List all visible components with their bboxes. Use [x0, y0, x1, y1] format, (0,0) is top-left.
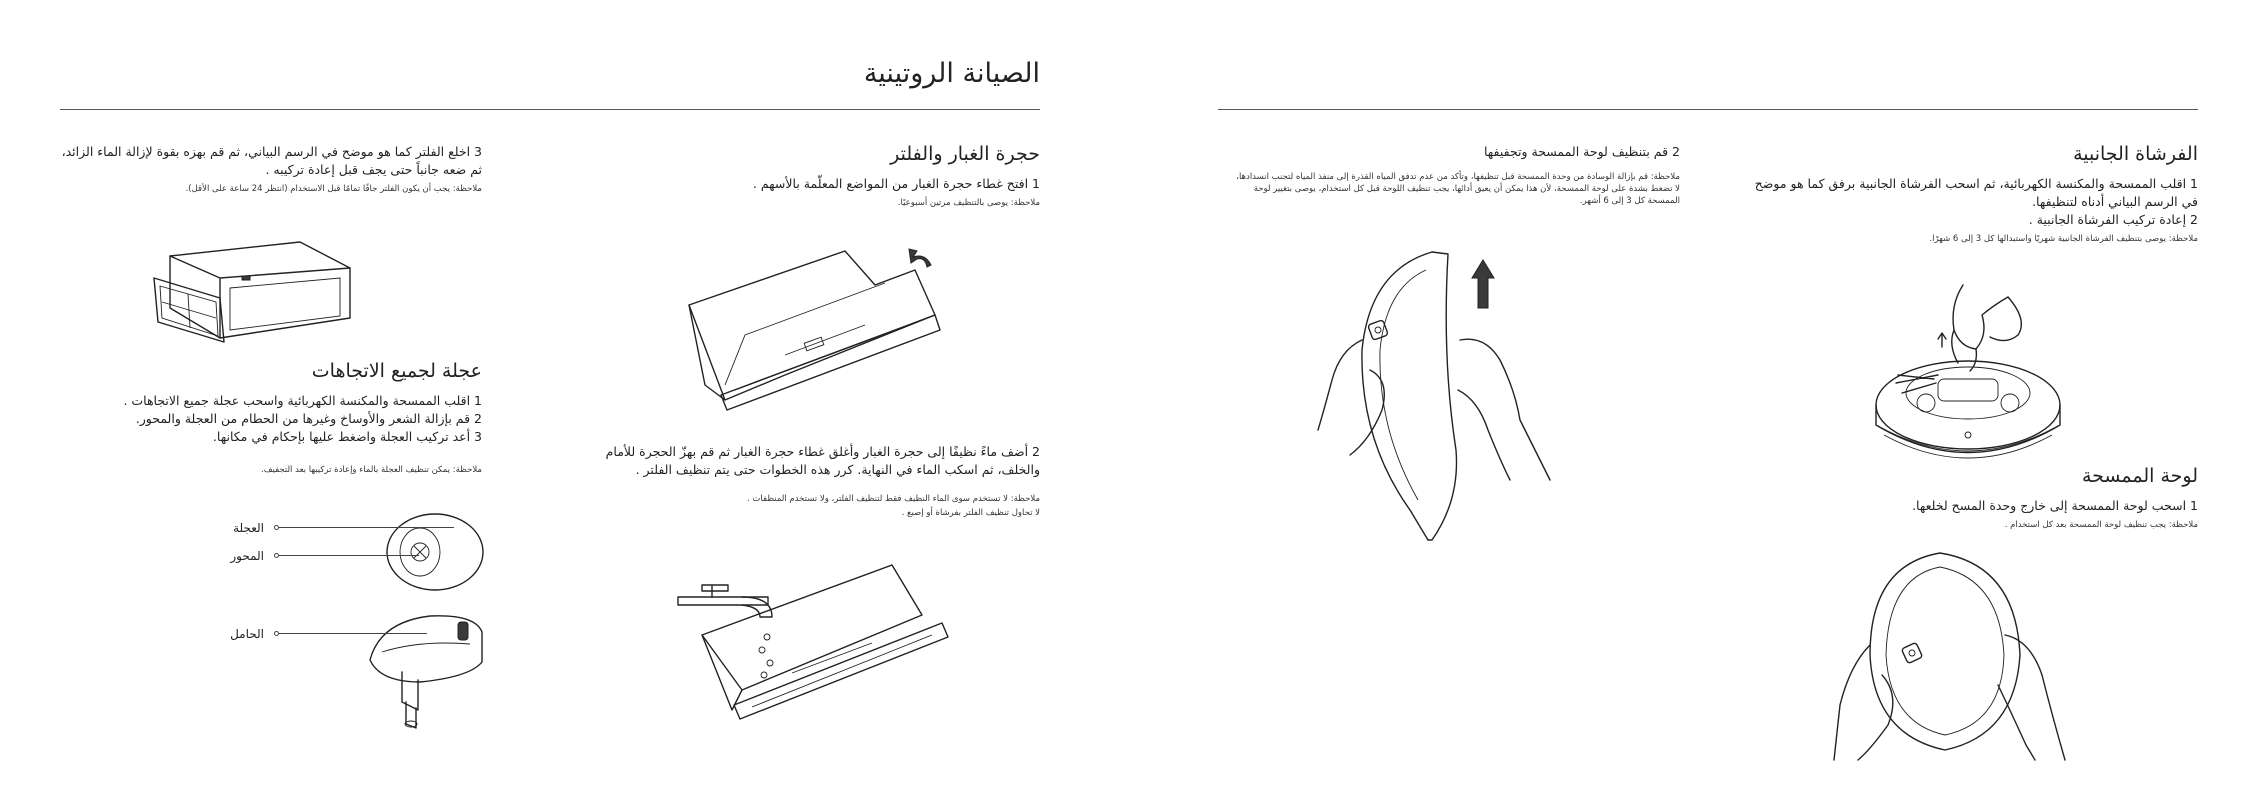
mop-clean-note: ملاحظة: قم بإزالة الوسادة من وحدة الممسحة قبل تنظيفها، وتأكد من عدم تدفق المياه القذرة إلى منفذ المياه لتجنب انسدادها، لا تضغط بشدة على لوحة الممسحة، لأن هذا يمكن أن يعيق أدائها، يجب تنظيف اللوحة قبل كل استخدام، يوصى بتغيير لوحة الممسحة كل 3 إلى 6 أشهر.: [1236, 172, 1680, 206]
omni-wheel-step-2: 2 قم بإزالة الشعر والأوساخ وغيرها من الحطام من العجلة والمحور.: [135, 411, 482, 426]
filter-illustration: [150, 238, 360, 348]
omni-wheel-leader-wheel: [279, 527, 454, 528]
mop-clean-step-2: 2 قم بتنظيف لوحة الممسحة وتجفيفها: [1483, 144, 1680, 159]
side-brush-section: [1738, 143, 2198, 245]
filter-section: [50, 143, 482, 195]
header-divider-right: [1218, 109, 2198, 110]
dust-bin-note-1: ملاحظة: يوصى بالتنظيف مرتين أسبوعيًا.: [897, 198, 1040, 208]
side-brush-illustration: [1868, 275, 2068, 485]
side-brush-note: ملاحظة: يوصى بتنظيف الفرشاة الجانبية شهريًا واستبدالها كل 3 إلى 6 شهرًا.: [1929, 234, 2198, 244]
dust-bin-title: حجرة الغبار والفلتر: [890, 143, 1040, 165]
side-brush-step-2: 2 إعادة تركيب الفرشاة الجانبية .: [2028, 212, 2198, 227]
omni-wheel-label-axle: المحور: [230, 549, 264, 563]
side-brush-title: الفرشاة الجانبية: [2073, 143, 2198, 165]
mop-pad-note: ملاحظة: يجب تنظيف لوحة الممسحة بعد كل استخدام .: [2004, 520, 2198, 530]
side-brush-step-1: 1 اقلب الممسحة والمكنسة الكهربائية، ثم اسحب الفرشاة الجانبية برفق كما هو موضح في الرسم البياني أدناه لتنظيفها.: [1754, 176, 2198, 209]
omni-wheel-note: ملاحظة: يمكن تنظيف العجلة بالماء وإعادة تركيبها بعد التجفيف.: [261, 465, 482, 475]
dust-bin-step-1: 1 افتح غطاء حجرة الغبار من المواضع المعلّمة بالأسهم .: [752, 176, 1040, 191]
filter-step-3: 3 اخلع الفلتر كما هو موضح في الرسم البياني، ثم قم بهزه بقوة لإزالة الماء الزائد، ثم ضعه جانباً حتى يجف قبل إعادة تركيبه .: [61, 144, 482, 177]
omni-wheel-label-holder: الحامل: [230, 627, 264, 641]
omni-wheel-leader-axle: [279, 555, 419, 556]
dust-bin-step2-section: [570, 443, 1040, 519]
omni-wheel-step-3: 3 أعد تركيب العجلة واضغط عليها بإحكام في مكانها.: [212, 429, 482, 444]
mop-pad-title: لوحة الممسحة: [2081, 465, 2198, 487]
mop-clean-illustration: [1310, 240, 1560, 550]
dust-bin-section: [570, 143, 1040, 209]
dust-bin-step-2: 2 أضف ماءً نظيفًا إلى حجرة الغبار وأغلق غطاء حجرة الغبار ثم قم بهزّ الحجرة للأمام والخلف، ثم اسكب الماء في النهاية. كرر هذه الخطوات حتى يتم تنظيف الفلتر .: [605, 444, 1040, 477]
omni-wheel-title: عجلة لجميع الاتجاهات: [311, 360, 482, 382]
omni-wheel-step-1: 1 اقلب الممسحة والمكنسة الكهربائية واسحب عجلة جميع الاتجاهات .: [123, 393, 482, 408]
mop-clean-section: [1230, 143, 1680, 207]
omni-wheel-leader-holder: [279, 633, 427, 634]
mop-pad-section: [1778, 465, 2198, 531]
omni-wheel-illustration: [360, 512, 490, 732]
mop-pad-step-1: 1 اسحب لوحة الممسحة إلى خارج وحدة المسح لخلعها.: [1912, 498, 2198, 513]
dust-bin-note-2b: لا تحاول تنظيف الفلتر بفرشاة أو إصبع .: [901, 508, 1040, 518]
omni-wheel-label-wheel: العجلة: [233, 521, 264, 535]
header-divider-left: [60, 109, 1040, 110]
dust-bin-open-illustration: [685, 245, 945, 405]
omni-wheel-section: [50, 360, 482, 476]
mop-pad-illustration: [1830, 545, 2080, 765]
dust-bin-note-2a: ملاحظة: لا تستخدم سوى الماء النظيف فقط لتنظيف الفلتر، ولا تستخدم المنظفات .: [747, 494, 1040, 504]
dust-bin-water-illustration: [672, 555, 952, 725]
filter-note: ملاحظة: يجب أن يكون الفلتر جافًا تمامًا قبل الاستخدام (انتظر 24 ساعة على الأقل).: [185, 184, 482, 194]
page-title: الصيانة الروتينية: [863, 58, 1040, 89]
